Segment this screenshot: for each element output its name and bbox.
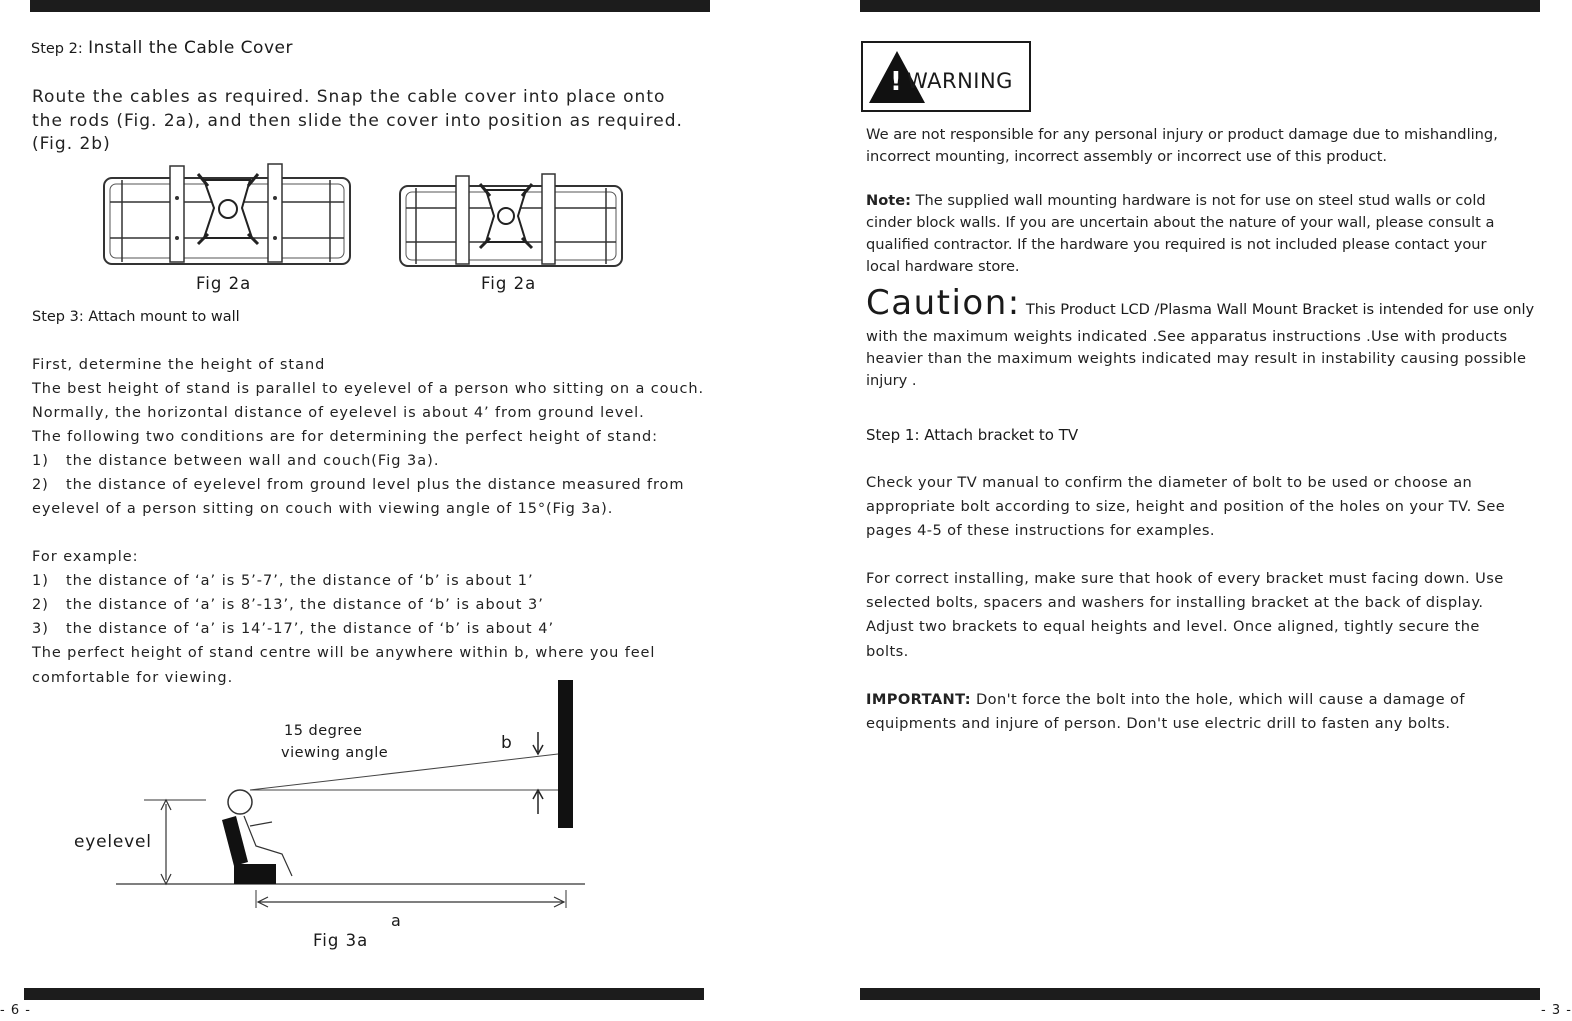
caution-line: with the maximum weights indicated .See apparatus instructions .Use with products (866, 328, 1508, 345)
example-item (32, 621, 554, 637)
example-number: 1) (32, 573, 49, 589)
step2-prefix: Step 2: (31, 41, 83, 57)
fig-2a-caption-left: Fig 2a (196, 274, 252, 293)
disclaimer-line: incorrect mounting, incorrect assembly or incorrect use of this product. (866, 148, 1388, 165)
example-text: the distance of ‘a’ is 5’-7’, the distance of ‘b’ is about 1’ (66, 573, 534, 589)
fig3-a-label: a (391, 911, 401, 930)
caution-label: Caution: (866, 283, 1021, 323)
tv-wall (558, 680, 573, 828)
left-page-number: - 6 - (0, 1003, 31, 1018)
important-line: equipments and injure of person. Don't use electric drill to fasten any bolts. (866, 715, 1451, 732)
condition-item (32, 477, 684, 493)
condition-item (32, 453, 439, 469)
condition-continuation: eyelevel of a person sitting on couch with viewing angle of 15°(Fig 3a). (32, 501, 614, 517)
note-line: qualified contractor. If the hardware you required is not included please contact your (866, 236, 1487, 253)
right-page-number: - 3 - (1541, 1003, 1572, 1018)
important-text: Don't force the bolt into the hole, which will cause a damage of (976, 691, 1465, 708)
fig3-caption: Fig 3a (313, 931, 369, 950)
step1-line: bolts. (866, 643, 909, 660)
example-label: For example: (32, 549, 139, 565)
note-text: The supplied wall mounting hardware is not for use on steel stud walls or cold (915, 192, 1486, 209)
step1-line: selected bolts, spacers and washers for installing bracket at the back of display. (866, 594, 1484, 611)
condition-number: 1) (32, 453, 49, 469)
example-text: the distance of ‘a’ is 14’-17’, the distance of ‘b’ is about 4’ (66, 621, 555, 637)
chair (222, 816, 248, 866)
step2-line: the rods (Fig. 2a), and then slide the cover into position as required. (32, 111, 683, 131)
step2-line: (Fig. 2b) (32, 134, 111, 154)
warning-box (861, 41, 1031, 112)
caution-line: heavier than the maximum weights indicated may result in instability causing possible (866, 350, 1527, 367)
note-line: cinder block walls. If you are uncertain about the nature of your wall, please consult a (866, 214, 1495, 231)
example-item (32, 573, 534, 589)
step2-line: Route the cables as required. Snap the cable cover into place onto (32, 87, 666, 107)
condition-text: the distance of eyelevel from ground level plus the distance measured from (66, 477, 685, 493)
caution-first-line (866, 283, 1534, 323)
left-top-rule (30, 0, 710, 12)
right-bottom-rule (860, 988, 1540, 1000)
step1-line: For correct installing, make sure that hook of every bracket must facing down. Use (866, 570, 1504, 587)
important-label: IMPORTANT: (866, 691, 971, 708)
example-number: 3) (32, 621, 49, 637)
step1-line: pages 4-5 of these instructions for examples. (866, 522, 1215, 539)
step3-line: The best height of stand is parallel to eyelevel of a person who sitting on a couch. (32, 381, 704, 397)
step3-intro: First, determine the height of stand (32, 357, 326, 373)
closing-line: The perfect height of stand centre will be anywhere within b, where you feel (32, 645, 656, 661)
note-first-line (866, 192, 1486, 209)
fig3-eyelevel-label: eyelevel (74, 832, 152, 852)
warning-label: WARNING (907, 69, 1013, 93)
fig-2a-caption-right: Fig 2a (481, 274, 537, 293)
fig-2a-right-illustration (396, 170, 626, 272)
disclaimer-line: We are not responsible for any personal injury or product damage due to mishandling, (866, 126, 1498, 143)
fig3-angle-label-2: viewing angle (281, 745, 389, 761)
step3-line: Normally, the horizontal distance of eyelevel is about 4’ from ground level. (32, 405, 645, 421)
caution-text: This Product LCD /Plasma Wall Mount Bracket is intended for use only (1025, 301, 1535, 318)
right-top-rule (860, 0, 1540, 12)
fig3-angle-label-1: 15 degree (284, 723, 363, 739)
condition-number: 2) (32, 477, 49, 493)
note-line: local hardware store. (866, 258, 1020, 275)
person-head (228, 790, 252, 814)
example-text: the distance of ‘a’ is 8’-13’, the distance of ‘b’ is about 3’ (66, 597, 544, 613)
step3-title: Step 3: Attach mount to wall (32, 309, 240, 325)
step2-heading (31, 38, 293, 58)
step2-title: Install the Cable Cover (88, 38, 293, 58)
example-number: 2) (32, 597, 49, 613)
step1-line: Check your TV manual to confirm the diameter of bolt to be used or choose an (866, 474, 1473, 491)
condition-text: the distance between wall and couch(Fig 3a). (66, 453, 440, 469)
fig3-b-label: b (501, 733, 512, 753)
fig-3a-diagram (60, 676, 600, 960)
left-bottom-rule (24, 988, 704, 1000)
example-item (32, 597, 544, 613)
caution-line: injury . (866, 372, 917, 389)
step1-line: appropriate bolt according to size, height and position of the holes on your TV. See (866, 498, 1506, 515)
warning-mark: ! (890, 67, 902, 97)
step1-title: Step 1: Attach bracket to TV (866, 426, 1079, 444)
step1-line: Adjust two brackets to equal heights and level. Once aligned, tightly secure the (866, 618, 1480, 635)
closing-line: comfortable for viewing. (32, 670, 234, 686)
fig-2a-left-illustration (100, 158, 355, 270)
step3-line: The following two conditions are for determining the perfect height of stand: (32, 429, 658, 445)
important-first-line (866, 691, 1465, 708)
note-label: Note: (866, 192, 911, 209)
